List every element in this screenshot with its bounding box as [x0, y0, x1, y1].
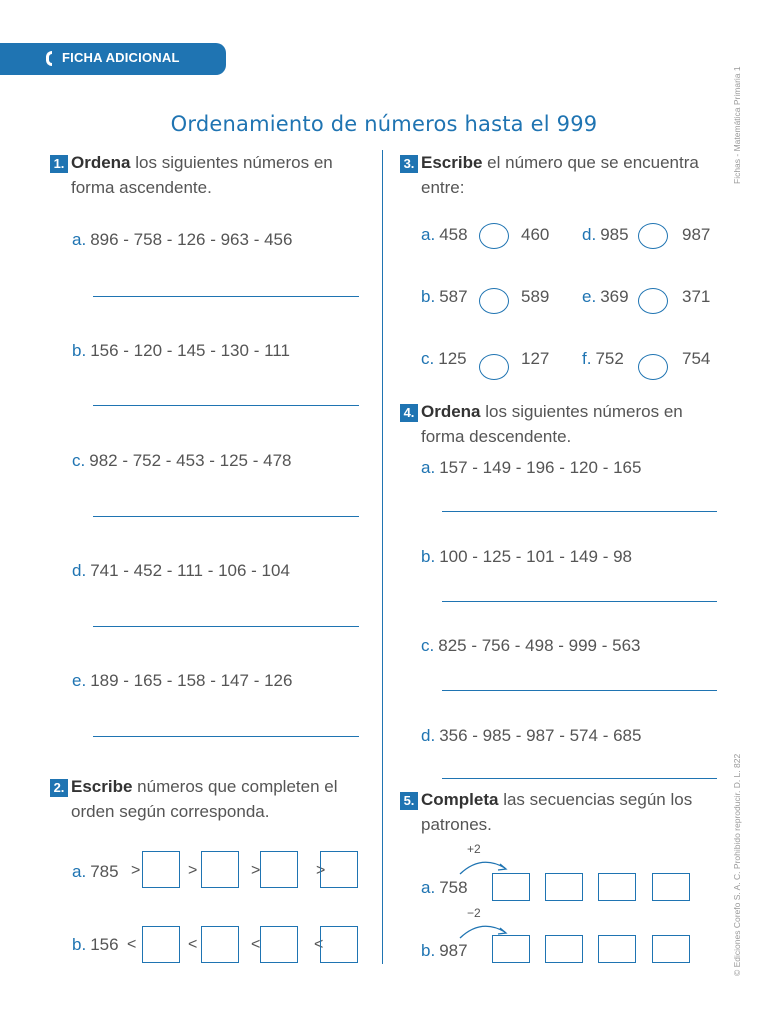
question-1-instruction: Ordena los siguientes números en forma ascendente. [71, 153, 333, 197]
q3-item-f: f. 752 [582, 349, 624, 368]
q1-answer-line-e[interactable] [93, 736, 359, 737]
q5-b-box-4[interactable] [652, 935, 690, 963]
q4-item-b: b. 100 - 125 - 101 - 149 - 98 [421, 547, 632, 566]
tab-label: FICHA ADICIONAL [62, 50, 180, 65]
q3-item-a: a. 458 [421, 225, 468, 244]
q5-a-box-4[interactable] [652, 873, 690, 901]
q4-answer-line-c[interactable] [442, 690, 717, 691]
q2-b-box-2[interactable] [201, 926, 239, 963]
q2-b-box-3[interactable] [260, 926, 298, 963]
q4-item-a: a. 157 - 149 - 196 - 120 - 165 [421, 458, 642, 477]
q2-b-sign-3: < [251, 936, 261, 953]
q2-a-sign-1: > [131, 862, 141, 879]
q5-a-box-3[interactable] [598, 873, 636, 901]
q1-answer-line-c[interactable] [93, 516, 359, 517]
q5-b-box-3[interactable] [598, 935, 636, 963]
q3-f-right: 754 [682, 349, 711, 368]
q1-answer-line-b[interactable] [93, 405, 359, 406]
q2-item-b: b. 156 [72, 935, 119, 954]
q4-answer-line-d[interactable] [442, 778, 717, 779]
q1-item-a: a. 896 - 758 - 126 - 963 - 456 [72, 230, 293, 249]
q3-c-answer-oval[interactable] [479, 354, 509, 380]
question-number-3: 3. [400, 155, 418, 173]
q2-a-box-1[interactable] [142, 851, 180, 888]
q2-a-sign-4: > [316, 862, 326, 879]
q1-item-d: d. 741 - 452 - 111 - 106 - 104 [72, 561, 290, 580]
side-caption-top: Fichas - Matemática Primaria 1 [732, 66, 742, 184]
question-3-instruction: Escribe el número que se encuentra entre: [421, 153, 699, 197]
q3-item-e: e. 369 [582, 287, 629, 306]
q1-answer-line-a[interactable] [93, 296, 359, 297]
q5-b-box-1[interactable] [492, 935, 530, 963]
q3-item-b: b. 587 [421, 287, 468, 306]
q2-a-sign-3: > [251, 862, 261, 879]
q2-b-sign-2: < [188, 936, 198, 953]
q3-c-right: 127 [521, 349, 550, 368]
question-4-instruction: Ordena los siguientes números en forma descendente. [421, 402, 683, 446]
q2-a-box-4[interactable] [320, 851, 358, 888]
q5-b-box-2[interactable] [545, 935, 583, 963]
q4-answer-line-b[interactable] [442, 601, 717, 602]
q1-item-b: b. 156 - 120 - 145 - 130 - 111 [72, 341, 290, 360]
q1-item-c: c. 982 - 752 - 453 - 125 - 478 [72, 451, 292, 470]
question-2-instruction: Escribe números que completen el orden según corresponda. [71, 777, 338, 821]
question-number-4: 4. [400, 404, 418, 422]
question-number-1: 1. [50, 155, 68, 173]
q3-a-answer-oval[interactable] [479, 223, 509, 249]
q5-a-step-label: +2 [467, 842, 481, 856]
question-number-2: 2. [50, 779, 68, 797]
q3-b-right: 589 [521, 287, 550, 306]
q2-item-a: a. 785 [72, 862, 119, 881]
q1-answer-line-d[interactable] [93, 626, 359, 627]
q3-a-right: 460 [521, 225, 550, 244]
q2-a-box-3[interactable] [260, 851, 298, 888]
q5-item-a: a. 758 [421, 878, 468, 897]
q3-e-right: 371 [682, 287, 711, 306]
column-divider [382, 150, 383, 964]
q2-b-box-4[interactable] [320, 926, 358, 963]
q4-item-d: d. 356 - 985 - 987 - 574 - 685 [421, 726, 642, 745]
question-5-instruction: Completa las secuencias según los patrones. [421, 790, 693, 834]
q3-d-answer-oval[interactable] [638, 223, 668, 249]
q5-b-step-label: −2 [467, 906, 481, 920]
q3-e-answer-oval[interactable] [638, 288, 668, 314]
q4-item-c: c. 825 - 756 - 498 - 999 - 563 [421, 636, 641, 655]
ficha-adicional-tab [0, 43, 226, 75]
q3-item-d: d. 985 [582, 225, 629, 244]
q2-b-box-1[interactable] [142, 926, 180, 963]
q5-item-b: b. 987 [421, 941, 468, 960]
q1-item-e: e. 189 - 165 - 158 - 147 - 126 [72, 671, 293, 690]
question-number-5: 5. [400, 792, 418, 810]
q3-item-c: c. 125 [421, 349, 467, 368]
tab-arc-icon [46, 51, 52, 66]
side-caption-bottom: © Ediciones Corefo S. A. C. Prohibido reproducir. D. L. 822 [732, 753, 742, 976]
q2-b-sign-1: < [127, 936, 137, 953]
q5-a-box-2[interactable] [545, 873, 583, 901]
q2-a-sign-2: > [188, 862, 198, 879]
q3-b-answer-oval[interactable] [479, 288, 509, 314]
page-title: Ordenamiento de números hasta el 999 [170, 112, 598, 136]
q3-d-right: 987 [682, 225, 711, 244]
q2-b-sign-4: < [314, 936, 324, 953]
q4-answer-line-a[interactable] [442, 511, 717, 512]
q5-a-box-1[interactable] [492, 873, 530, 901]
q2-a-box-2[interactable] [201, 851, 239, 888]
q3-f-answer-oval[interactable] [638, 354, 668, 380]
